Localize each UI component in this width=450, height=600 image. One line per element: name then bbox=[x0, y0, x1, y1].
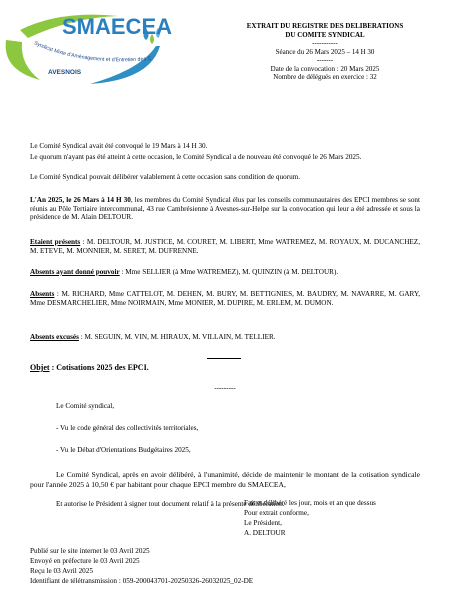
absents-list: : M. RICHARD, Mme CATTELOT, M. DEHEN, M. BURY, M. BETTIGNIES, M. BAUDRY, M. NAVARRE, M. GARY, Mme DESMARCHELIER, Mme NOIRMAIN, Mme MONIER, M. DUPIRE, M. ERLEM, M. DUMON. bbox=[30, 290, 420, 307]
smaecea-logo bbox=[0, 0, 220, 90]
signature-line-3: Le Président, bbox=[244, 519, 282, 527]
signature-name: A. DELTOUR bbox=[244, 529, 286, 537]
document-header bbox=[225, 22, 425, 82]
signature-line-1: Fait et délibéré les jour, mois et an que dessus bbox=[244, 499, 376, 507]
meeting-date: L'An 2025, le 26 Mars à 14 H 30 bbox=[30, 196, 131, 204]
paragraph-meeting bbox=[30, 196, 420, 222]
paragraph-deliberation: Le Comité Syndical pouvait délibérer valablement à cette occasion sans condition de quorum. bbox=[30, 173, 301, 181]
objet-label: Objet bbox=[30, 363, 50, 372]
header-separator: ------- bbox=[316, 56, 334, 64]
paragraph-excuses bbox=[30, 333, 420, 342]
paragraph-autorise: Et autorise le Président à signer tout document relatif à la présente délibération. bbox=[56, 500, 285, 508]
presents-label: Etaient présents bbox=[30, 238, 81, 246]
vu-code: - Vu le code général des collectivités territoriales, bbox=[56, 424, 199, 432]
paragraph-quorum: Le quorum n'ayant pas été atteint à cette occasion, le Comité Syndical a de nouveau été convoqué le 26 Mars 2025. bbox=[30, 153, 362, 161]
header-title-1: EXTRAIT DU REGISTRE DES DELIBERATIONS bbox=[246, 22, 404, 30]
seance-date: Séance du 26 Mars 2025 – 14 H 30 bbox=[275, 47, 375, 56]
footer-received: Reçu le 03 Avril 2025 bbox=[30, 567, 93, 575]
logo-swoosh-blue bbox=[90, 46, 160, 84]
footer-identifier: Identifiant de télétransmission : 059-200043701-20250326-26032025_02-DE bbox=[30, 577, 254, 585]
absents-label: Absents bbox=[30, 290, 55, 298]
logo-region: AVESNOIS bbox=[48, 69, 82, 76]
paragraph-pouvoir bbox=[30, 268, 420, 277]
transmission-footer bbox=[30, 546, 253, 586]
footer-published: Publié sur le site internet le 03 Avril 2025 bbox=[30, 547, 150, 555]
header-title-2: DU COMITE SYNDICAL bbox=[285, 30, 365, 39]
logo-tagline: Syndicat Mixte d'Aménagement et d'Entretien des C bbox=[33, 40, 152, 64]
excuses-list: : M. SEGUIN, M. VIN, M. HIRAUX, M. VILLAIN, M. TELLIER. bbox=[78, 333, 276, 341]
signature-block bbox=[244, 498, 376, 538]
paragraph-decision: Le Comité Syndical, après en avoir délibéré, à l'unanimité, décide de maintenir le montant de la cotisation syndicale pour l'année 2025 à 10,50 € par habitant pour chaque EPCI membre du SMAECEA, bbox=[30, 470, 420, 489]
footer-sent: Envoyé en préfecture le 03 Avril 2025 bbox=[30, 557, 140, 565]
vu-debat: - Vu le Débat d'Orientations Budgétaires 2025, bbox=[56, 446, 191, 454]
logo-title: SMAECEA bbox=[62, 14, 173, 39]
excuses-label: Absents excusés bbox=[30, 333, 79, 341]
convocation-date: Date de la convocation : 20 Mars 2025 bbox=[270, 64, 380, 73]
signature-line-2: Pour extrait conforme, bbox=[244, 509, 309, 517]
logo-graphic bbox=[0, 0, 220, 90]
paragraph-absents bbox=[30, 290, 420, 307]
meeting-details: , les membres du Comité Syndical élus par les conseils communautaires des EPCI membres se sont réunis au Pôle Tertiaire intercommunal, 43 rue Cambrésienne à Avesnes-sur-Helpe sur la convocation qui leur a été adressée et sous la présidence de M. Alain DELTOUR. bbox=[30, 196, 421, 222]
paragraph-convocation: Le Comité Syndical avait été convoqué le 19 Mars à 14 H 30. bbox=[30, 142, 208, 150]
divider bbox=[207, 358, 241, 359]
pouvoir-label: Absents ayant donné pouvoir bbox=[30, 268, 120, 276]
comite-intro: Le Comité syndical, bbox=[56, 402, 115, 410]
presents-list: : M. DELTOUR, M. JUSTICE, M. COURET, M. LIBERT, Mme WATREMEZ, M. ROYAUX, M. DUCANCHEZ, M. ETEVE, M. MONNIER, M. SERET, M. DUFRENNE. bbox=[30, 238, 420, 255]
header-separator: ----------- bbox=[312, 39, 338, 47]
section-separator: --------- bbox=[214, 384, 236, 392]
objet-text: : Cotisations 2025 des EPCI. bbox=[49, 363, 149, 372]
paragraph-objet bbox=[30, 362, 420, 373]
pouvoir-list: : Mme SELLIER (à Mme WATREMEZ), M. QUINZIN (à M. DELTOUR). bbox=[119, 268, 339, 276]
paragraph-presents bbox=[30, 238, 420, 255]
delegates-count: Nombre de délégués en exercice : 32 bbox=[273, 73, 377, 81]
